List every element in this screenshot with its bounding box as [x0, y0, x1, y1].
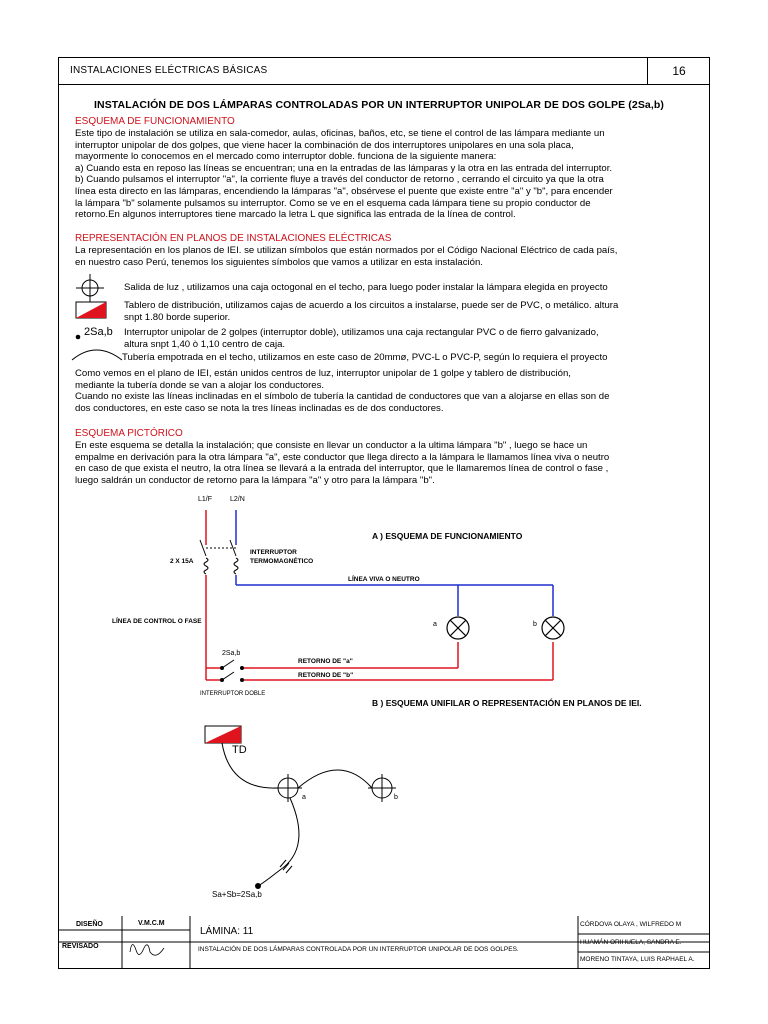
text-line: interruptor unipolar de dos golpes, que viene hacer la combinación de dos interruptores unipolares en una sola placa,	[75, 139, 574, 151]
plan-lamp-b-icon	[368, 774, 396, 802]
design-label: DISEÑO	[76, 921, 103, 928]
lamp-a-icon	[447, 617, 469, 639]
lamp-b-label: b	[533, 621, 537, 628]
switch-label: 2Sa,b	[222, 650, 241, 657]
control-line-label: LÍNEA DE CONTROL O FASE	[112, 618, 202, 625]
text-line: La representación en los planos de IEI. se utilizan símbolos que están normados por el Código Nacional Eléctrico de cada país,	[75, 245, 618, 256]
lamp-b-icon	[542, 617, 564, 639]
author-3: MORENO TINTAYA, LUIS RAPHAEL A.	[580, 956, 695, 963]
switch-caption: INTERRUPTOR DOBLE	[200, 691, 266, 697]
text-line: En este esquema se detalla la instalación; que consiste en llevar un conductor a la ultima lámpara "b" , luego se hace un	[75, 440, 588, 451]
symbol-switch-text: Interruptor unipolar de 2 golpes (interruptor doble), utilizamos una caja rectangular PVC o de fierro galvanizado,	[124, 327, 599, 338]
lamp-a-label: a	[433, 621, 437, 628]
author-2: HUAMÁN ORIHUELA, SANDRA E.	[580, 939, 682, 946]
distribution-panel-icon	[76, 302, 106, 318]
text-line: línea esta directo en las lámparas, encendiendo la lámparas "a", obsérvese el puente que existe entre "a" y "b", para encender	[75, 185, 613, 197]
text-line: en caso de que exista el neutro, la otra línea se llevará a la entrada del interruptor, que le llamaremos línea de control o fase ,	[75, 463, 609, 475]
text-line: empalme en derivación para la otra lámpara "a", este conductor que llega directo a la lámpara le llamamos línea viva o neutro	[75, 451, 610, 463]
plan-lamp-a-icon	[274, 774, 302, 802]
symbol-panel-text: Tablero de distribución, utilizamos cajas de acuerdo a los circuitos a instalarse, puede ser de PVC, o metálico. altura	[124, 300, 619, 311]
text-line: dos conductores, en este caso se nota la tres líneas inclinadas es de dos conductores.	[75, 402, 444, 414]
breaker-icon	[200, 540, 238, 574]
breaker-label-2: TERMOMAGNÉTICO	[250, 558, 314, 565]
return-b-label: RETORNO DE "b"	[298, 672, 354, 679]
text-line: mediante la tubería donde se van a alojar los conductores.	[75, 379, 325, 391]
sheet-label: LÁMINA: 11	[200, 926, 254, 937]
text-line: la lámpara "b" solamente pulsamos su interruptor. Como se ve en el esquema cada lámpara tiene su propio conductor de	[75, 197, 591, 209]
symbol-panel-text-2: snpt 1.80 borde superior.	[124, 312, 231, 323]
light-outlet-icon	[76, 274, 104, 302]
page-number: 16	[647, 57, 710, 85]
symbol-conduit-text: Tubería empotrada en el techo, utilizamos en este caso de 20mmø, PVC-L o PVC-P, según lo requiera el proyecto	[122, 352, 608, 363]
design-value: V.M.C.M	[138, 920, 165, 927]
footer-description: INSTALACIÓN DE DOS LÁMPARAS CONTROLADA POR UN INTERRUPTOR UNIPOLAR DE DOS GOLPES.	[198, 946, 519, 953]
l1-label: L1/F	[198, 496, 213, 503]
text-line: a) Cuando esta en reposo las líneas se encuentran; una en la entradas de las lámparas y la otra en las entrada del interruptor.	[75, 162, 613, 174]
switch-dot-icon	[76, 335, 81, 340]
l2-label: L2/N	[230, 496, 245, 503]
diagram-b-title: B ) ESQUEMA UNIFILAR O REPRESENTACIÓN EN PLANOS DE IEI.	[372, 698, 642, 708]
breaker-rating: 2 X 15A	[170, 558, 194, 565]
section-heading-pictorico: ESQUEMA PICTÓRICO	[75, 428, 183, 439]
document-title: INSTALACIÓN DE DOS LÁMPARAS CONTROLADAS POR UN INTERRUPTOR UNIPOLAR DE DOS GOLPE (2Sa,b)	[94, 99, 664, 111]
symbol-switch-text-2: altura snpt 1,40 ò 1,10 centro de caja.	[124, 339, 286, 350]
return-a-label: RETORNO DE "a"	[298, 658, 353, 665]
section-heading-representacion: REPRESENTACIÓN EN PLANOS DE INSTALACIONES ELÉCTRICAS	[75, 233, 392, 244]
author-1: CÓRDOVA OLAYA , WILFREDO M	[580, 921, 682, 928]
distribution-panel-td-icon	[205, 726, 241, 743]
text-line: Como vemos en el plano de IEI, están unidos centros de luz, interruptor unipolar de 1 golpe y tablero de distribución,	[75, 368, 571, 379]
plan-lamp-a-label: a	[302, 794, 306, 801]
text-line: b) Cuando pulsamos el interruptor "a", la corriente fluye a través del conductor de retorno , cerrando el circuito ya que la otra	[75, 174, 604, 186]
reviewed-label: REVISADO	[62, 943, 99, 950]
plan-switch-dot-icon	[255, 883, 261, 889]
conduit-arc-icon	[72, 350, 122, 360]
header-title: INSTALACIONES ELÉCTRICAS BÁSICAS	[70, 65, 268, 76]
text-line: mayormente lo conocemos en el mercado como interruptor doble. funciona de la siguiente manera:	[75, 151, 497, 163]
text-line: luego saldrán un conductor de retorno para la lámpara "a" y otro para la lámpara "b".	[75, 474, 435, 486]
plan-lamp-b-label: b	[394, 794, 398, 801]
text-line: retorno.En algunos interruptores tiene marcado la letra L que significa las entrada de la línea de control.	[75, 209, 516, 221]
conduit-lines	[222, 743, 372, 886]
text-line: en nuestro caso Perú, tenemos los siguientes símbolos que vamos a utilizar en esta instalación.	[75, 256, 483, 268]
breaker-label-1: INTERRUPTOR	[250, 549, 297, 556]
section-heading-funcionamiento: ESQUEMA DE FUNCIONAMIENTO	[75, 116, 235, 127]
symbol-light-text: Salida de luz , utilizamos una caja octogonal en el techo, para luego poder instalar la lámpara elegida en proyecto	[124, 282, 608, 293]
switch-symbol-label: 2Sa,b	[84, 326, 113, 338]
diagram-a-title: A ) ESQUEMA DE FUNCIONAMIENTO	[372, 531, 523, 541]
neutral-line-label: LÍNEA VIVA O NEUTRO	[348, 576, 420, 583]
plan-switch-label: Sa+Sb=2Sa,b	[212, 890, 262, 899]
text-line: Cuando no existe las líneas inclinadas en el símbolo de tubería la cantidad de conductores que van a alojarse en ellas son de	[75, 391, 610, 403]
text-line: Este tipo de instalación se utiliza en sala-comedor, aulas, oficinas, baños, etc, se tiene el control de las lámpara mediante un	[75, 128, 605, 139]
td-label: TD	[232, 744, 247, 756]
reviewer-signature	[130, 944, 164, 955]
double-switch-icon	[221, 660, 244, 682]
